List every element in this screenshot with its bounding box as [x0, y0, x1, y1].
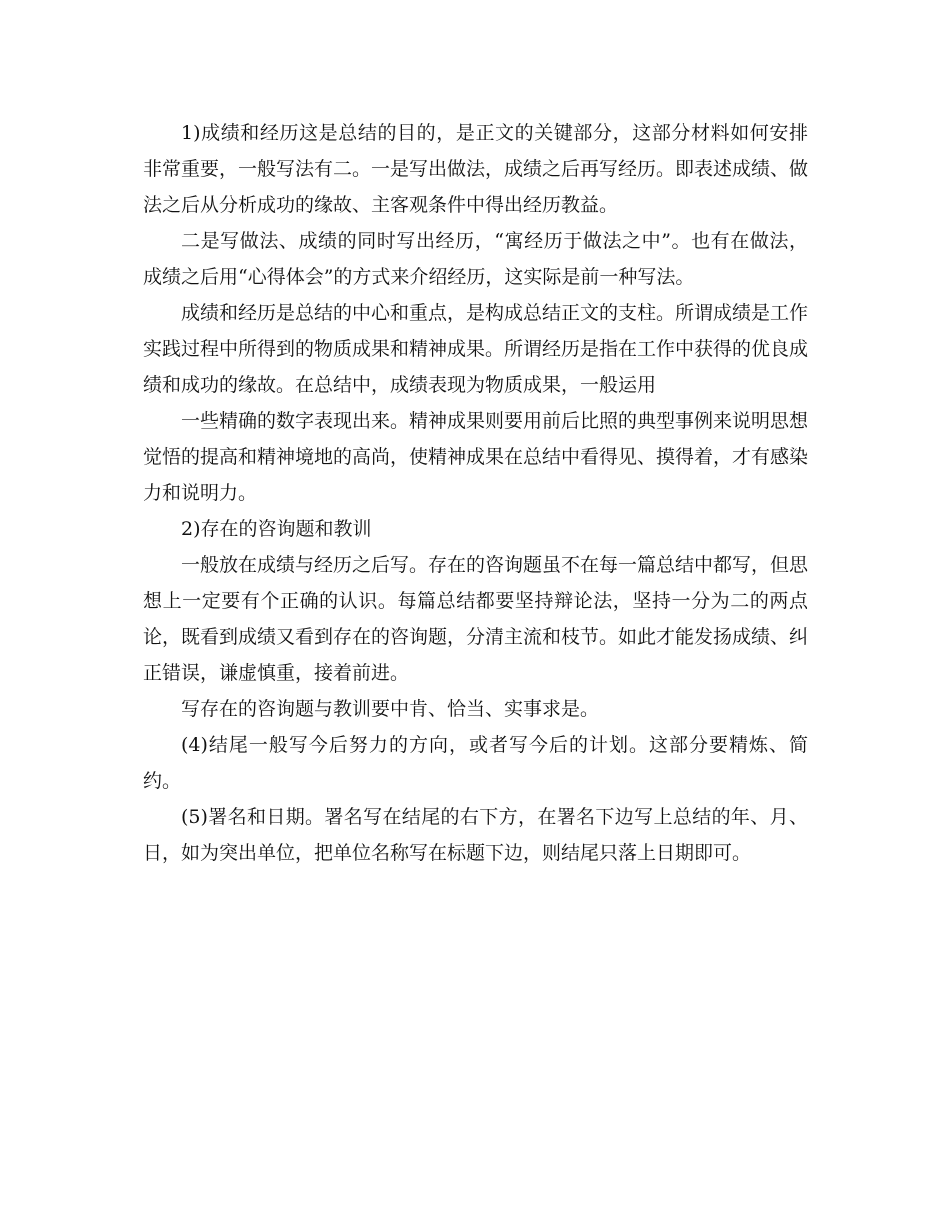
paragraph-center-focus: 成绩和经历是总结的中心和重点，是构成总结正文的支柱。所谓成绩是工作实践过程中所得到的物质成果和精神成果。所谓经历是指在工作中获得的优良成绩和成功的缘故。在总结中，成绩表现为物质成果，一般运用	[143, 302, 809, 396]
paragraph-second-method: 二是写做法、成绩的同时写出经历，“寓经历于做法之中”。也有在做法，成绩之后用“心得体会”的方式来介绍经历，这实际是前一种写法。	[143, 230, 808, 288]
paragraph-spiritual-results: 一些精确的数字表现出来。精神成果则要用前后比照的典型事例来说明思想觉悟的提高和精神境地的高尚，使精神成果在总结中看得见、摸得着，才有感染力和说明力。	[143, 410, 809, 504]
paragraph-achievements-experience: 1)成绩和经历这是总结的目的，是正文的关键部分，这部分材料如何安排非常重要，一般写法有二。一是写出做法，成绩之后再写经历。即表述成绩、做法之后从分析成功的缘故、主客观条件中得出经历教益。	[143, 122, 809, 216]
section-heading-problems-lessons: 2)存在的咨询题和教训	[181, 518, 372, 540]
paragraph-problems-writing: 写存在的咨询题与教训要中肯、恰当、实事求是。	[181, 698, 600, 720]
paragraph-signature-date: (5)署名和日期。署名写在结尾的右下方，在署名下边写上总结的年、月、日，如为突出单位，把单位名称写在标题下边，则结尾只落上日期即可。	[143, 806, 808, 864]
paragraph-ending: (4)结尾一般写今后努力的方向，或者写今后的计划。这部分要精炼、简约。	[143, 734, 808, 792]
paragraph-problems-placement: 一般放在成绩与经历之后写。存在的咨询题虽不在每一篇总结中都写，但思想上一定要有个正确的认识。每篇总结都要坚持辩论法，坚持一分为二的两点论，既看到成绩又看到存在的咨询题，分清主流和枝节。如此才能发扬成绩、纠正错误，谦虚慎重，接着前进。	[143, 554, 809, 684]
document-body	[143, 115, 808, 871]
